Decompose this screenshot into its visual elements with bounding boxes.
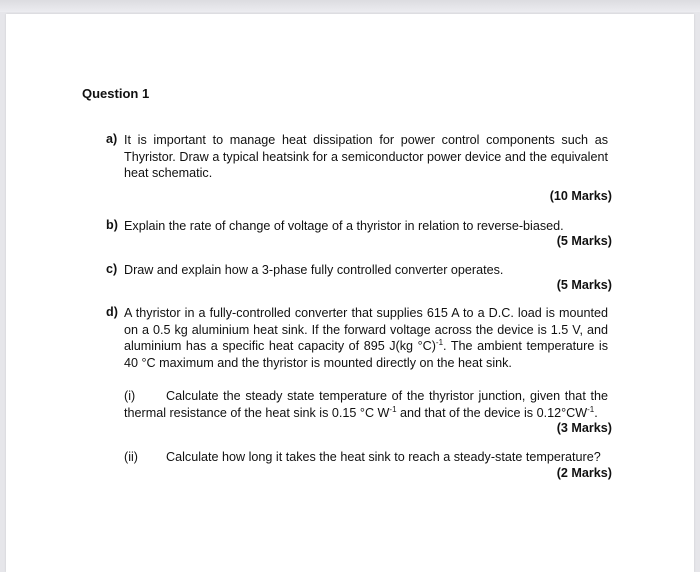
- part-d-i-text-a: Calculate the steady state temperature of the thyristor junction, given that the thermal resistance of the heat sink is 0.15 °C W: [124, 389, 608, 420]
- part-d-ii-text: [124, 449, 608, 466]
- part-d-i-exp-b: -1: [587, 404, 595, 414]
- part-c-label: c): [106, 262, 118, 276]
- part-a-marks: (10 Marks): [549, 189, 612, 203]
- part-a-label: a): [106, 132, 118, 146]
- part-b-text: Explain the rate of change of voltage of a thyristor in relation to reverse-biased.: [124, 219, 564, 233]
- part-d-i-text-c: .: [594, 405, 598, 420]
- part-d-exponent: -1: [435, 338, 444, 347]
- part-d-text: [124, 305, 608, 371]
- part-d-i-label: (i): [124, 389, 136, 403]
- part-d-ii-label: (ii): [124, 450, 138, 464]
- question-title: Question 1: [82, 86, 150, 101]
- part-d-ii-marks: (2 Marks): [556, 466, 612, 480]
- part-d-ii-text-a: Calculate how long it takes the heat sink to reach a steady-state temperature?: [166, 450, 601, 464]
- part-d-i-marks: (3 Marks): [556, 421, 612, 435]
- part-a-text: It is important to manage heat dissipation for power control components such as Thyristor. Draw a typical heatsink for a semiconductor power device and the equivalent heat schematic.: [124, 133, 608, 180]
- part-d-text-2: . The ambient temperature is 40 °C maximum and the thyristor is mounted directly on the heat sink.: [124, 339, 608, 370]
- top-bar: [0, 0, 700, 12]
- part-d-i-text-b: and that of the device is 0.12°CW: [396, 405, 588, 420]
- part-d-text-1: A thyristor in a fully-controlled converter that supplies 615 A to a D.C. load is mounted on a 0.5 kg aluminium heat sink. If the forward voltage across the device is 1.5 V, and aluminium has a specific heat capacity of 895 J(kg °C): [124, 306, 608, 353]
- part-c-marks: (5 Marks): [556, 278, 612, 292]
- part-d-i-exp-a: -1: [389, 404, 397, 414]
- part-d-label: d): [106, 305, 118, 319]
- part-b-marks: (5 Marks): [556, 234, 612, 248]
- part-c-text: Draw and explain how a 3-phase fully controlled converter operates.: [124, 263, 504, 277]
- part-b-label: b): [106, 218, 118, 232]
- part-d-i-text: [124, 388, 608, 421]
